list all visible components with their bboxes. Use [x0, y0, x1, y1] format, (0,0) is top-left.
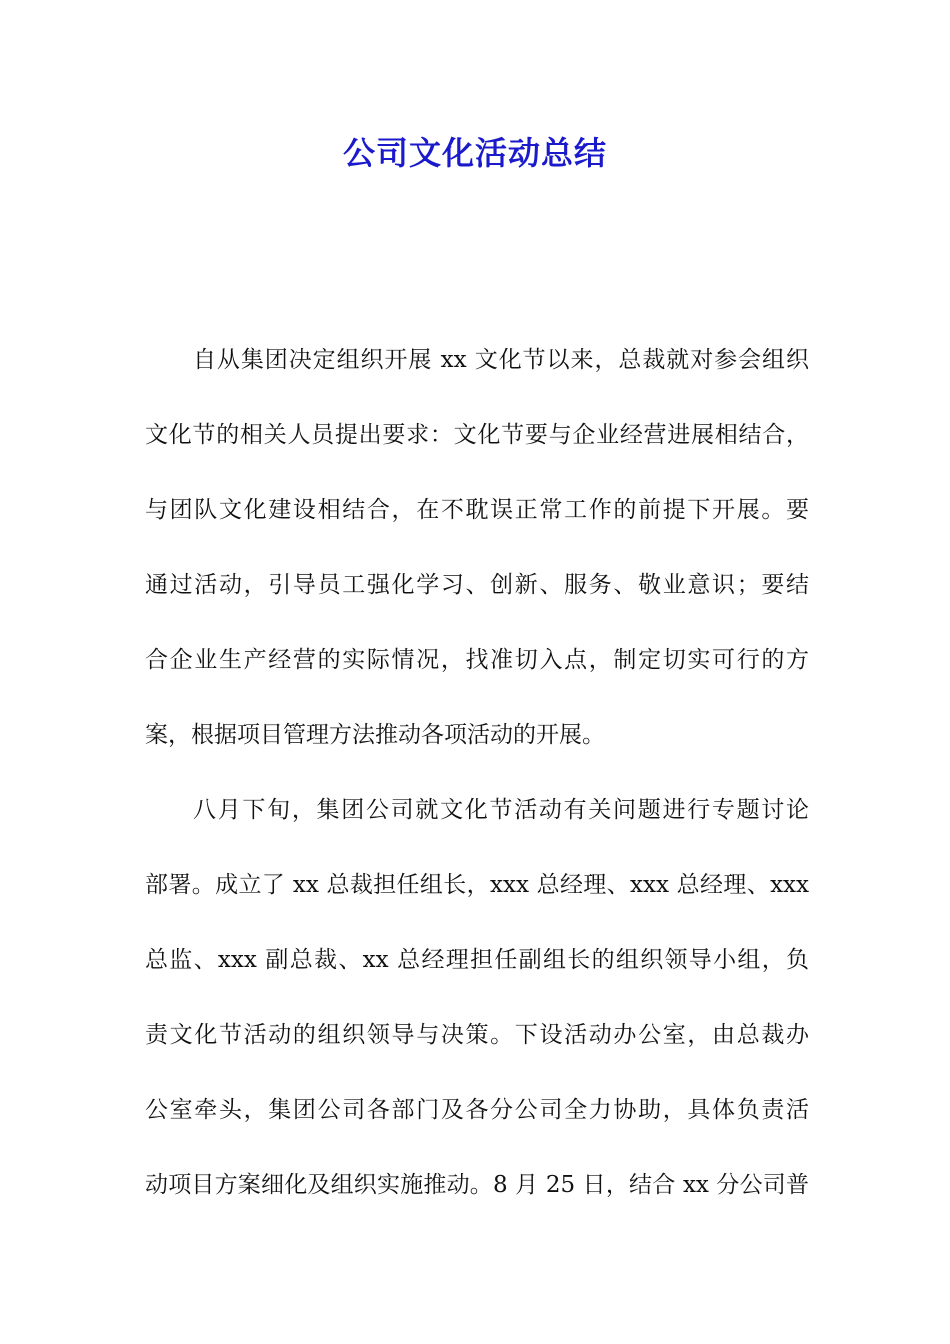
paragraph-line: 合企业生产经营的实际情况，找准切入点，制定切实可行的方	[145, 647, 809, 673]
paragraph-line: 与团队文化建设相结合，在不耽误正常工作的前提下开展。要	[145, 497, 809, 523]
paragraph-line: 自从集团决定组织开展 xx 文化节以来，总裁就对参会组织	[193, 347, 809, 373]
paragraph-line: 部署。成立了 xx 总裁担任组长，xxx 总经理、xxx 总经理、xxx	[145, 872, 809, 898]
paragraph-line: 案，根据项目管理方法推动各项活动的开展。	[145, 722, 605, 748]
paragraph-line: 总监、xxx 副总裁、xx 总经理担任副组长的组织领导小组，负	[145, 947, 809, 973]
document-title: 公司文化活动总结	[342, 134, 607, 172]
paragraph-line: 责文化节活动的组织领导与决策。下设活动办公室，由总裁办	[145, 1022, 809, 1048]
paragraph-line: 八月下旬，集团公司就文化节活动有关问题进行专题讨论	[193, 797, 809, 823]
paragraph-line: 文化节的相关人员提出要求：文化节要与企业经营进展相结合，	[145, 422, 809, 448]
paragraph-line: 动项目方案细化及组织实施推动。8 月 25 日，结合 xx 分公司普	[145, 1172, 809, 1198]
paragraph-line: 公室牵头，集团公司各部门及各分公司全力协助，具体负责活	[145, 1097, 809, 1123]
document-body	[145, 330, 809, 1230]
paragraph-line: 通过活动，引导员工强化学习、创新、服务、敬业意识；要结	[145, 572, 809, 598]
